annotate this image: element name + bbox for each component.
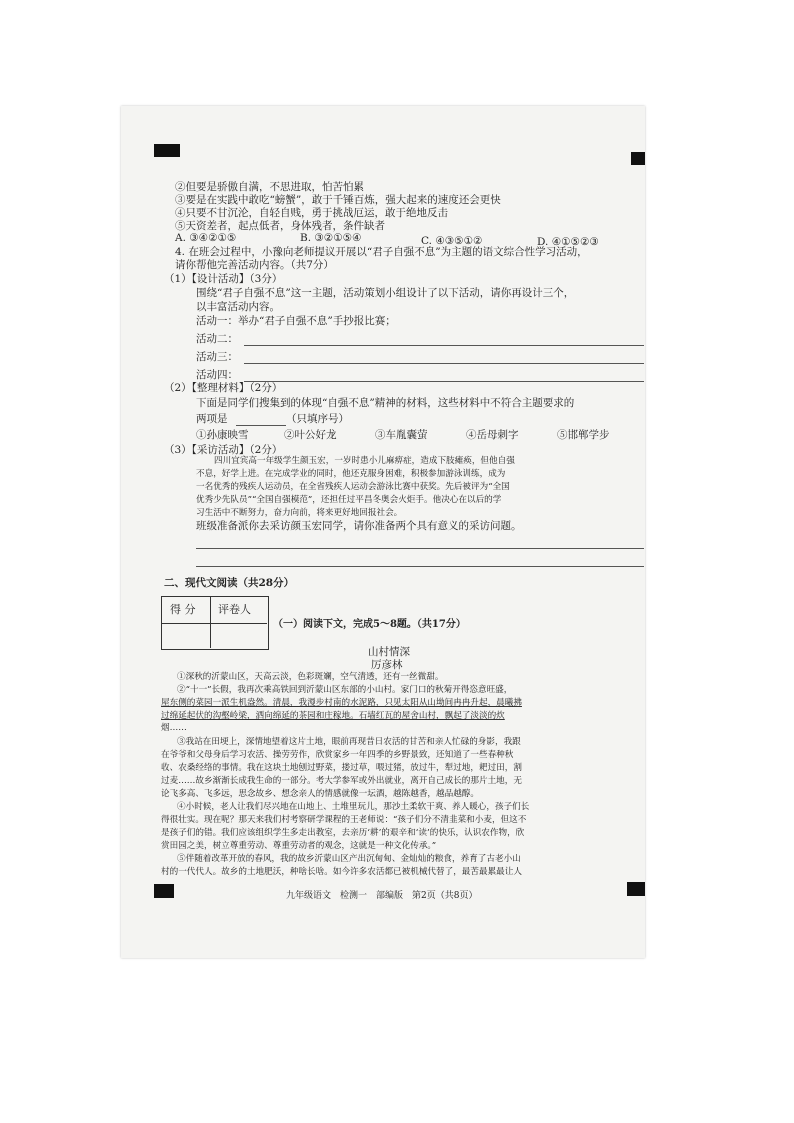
part1-title: （1）【设计活动】（3分） <box>164 273 283 285</box>
paragraph-3-line-4: 过麦……故乡渐渐长成我生命的一部分。考大学参军或外出就业，离开自己成长的那片土地，无 <box>161 776 522 786</box>
part2-line1: 下面是同学们搜集到的体现“自强不息”精神的材料，这些材料中不符合主题要求的 <box>196 397 575 409</box>
paragraph-4-line-3: 是孩子们的错。我们应该组织学生多走出教室，去亲历‘耕’的艰辛和‘读’的快乐，认识农作物，欣 <box>161 828 525 838</box>
material-2: ②叶公好龙 <box>284 429 337 441</box>
activity-4: 活动四： <box>196 369 238 381</box>
reading1-title: （一）阅读下文，完成5～8题。（共17分） <box>273 619 466 630</box>
choice-a: A. ③④②①⑤ <box>175 232 237 244</box>
registration-mark-top-left <box>154 144 180 157</box>
part3-question: 班级准备派你去采访颜玉宏同学，请你准备两个具有意义的采访问题。 <box>196 520 522 532</box>
part2-title: （2）【整理材料】（2分） <box>164 382 283 394</box>
answer-line-interview-2[interactable] <box>196 566 644 567</box>
answer-line-activity-3[interactable] <box>244 363 644 364</box>
activity-2: 活动二： <box>196 333 238 345</box>
material-3: ③车胤囊萤 <box>375 429 428 441</box>
option-4: ④只要不甘沉沦，自轻自贱，勇于挑战厄运，敢于绝地反击 <box>175 207 448 219</box>
paragraph-4-line-4: 赏田园之美，树立尊重劳动、尊重劳动者的观念，这就是一种文化传承。” <box>161 841 437 851</box>
part3-text-line-3: 一名优秀的残疾人运动员，在全省残疾人运动会游泳比赛中获奖。先后被评为“全国 <box>196 482 510 492</box>
choice-c: C. ④③⑤①② <box>421 235 483 247</box>
paragraph-3-line-1: ③我站在田埂上，深情地望着这片土地，眼前再现昔日农活的甘苦和亲人忙碌的身影，我跟 <box>177 737 521 747</box>
paragraph-5-line-2: 村的一代代人。故乡的土地肥沃，种啥长啥。如今许多农活都已被机械代替了，最苦最累最让人 <box>161 867 522 877</box>
exam-page <box>121 106 645 958</box>
q4-intro-line1: 4. 在班会过程中，小豫向老师提议开展以“君子自强不息”为主题的语文综合性学习活动， <box>175 246 588 258</box>
part2-hint: （只填序号） <box>286 413 349 425</box>
article-author: 厉彦林 <box>371 659 403 671</box>
registration-mark-top-right <box>631 152 645 165</box>
part3-text-line-4: 优秀少先队员”“全国自强模范”，还担任过平昌冬奥会火炬手。他决心在以后的学 <box>196 495 502 505</box>
material-5: ⑤邯郸学步 <box>557 429 610 441</box>
score-table <box>161 596 269 650</box>
activity-1: 活动一：举办“君子自强不息”手抄报比赛； <box>196 315 396 327</box>
option-5: ⑤天资差者，起点低者，身体残者，条件缺者 <box>175 220 385 232</box>
paragraph-2-line-2: 屋东侧的菜园一派生机盎然。清晨，我漫步村南的水泥路，只见太阳从山坳间冉冉升起，晨曦拂 <box>161 698 522 708</box>
paragraph-3-line-3: 收、农桑经络的事情。我在这块土地刨过野菜，搂过草，喂过猪，放过牛，犁过地，耙过田，割 <box>161 763 522 773</box>
choice-b: B. ③②①⑤④ <box>300 232 362 244</box>
paragraph-3-line-5: 论飞多高、飞多远，思念故乡、想念亲人的情感就像一坛酒，越陈越香，越品越醇。 <box>161 789 479 799</box>
part3-title: （3）【采访活动】（2分） <box>164 444 283 456</box>
article-title: 山村情深 <box>368 646 410 658</box>
score-label: 得 分 <box>170 603 196 616</box>
option-3: ③要是在实践中敢吃“螃蟹”，敢于千锤百炼，强大起来的速度还会更快 <box>175 194 501 206</box>
paragraph-2-line-3: 过绵延起伏的沟壑岭梁，洒向绵延的茶园和庄稼地。石墙红瓦的屋舍山村，飘起了淡淡的炊 <box>161 711 505 721</box>
q4-intro-line2: 请你帮他完善活动内容。（共7分） <box>175 259 334 271</box>
answer-line-interview-1[interactable] <box>196 548 644 549</box>
registration-mark-bottom-right <box>627 882 645 896</box>
activity-3: 活动三： <box>196 351 238 363</box>
paragraph-4-line-1: ④小时候，老人让我们尽兴地在山地上、土堆里玩儿，那沙土柔软干爽、养人暖心，孩子们长 <box>177 802 530 812</box>
paragraph-4-line-2: 得很壮实。现在呢？那天来我们村考察研学课程的王老师说：“孩子们分不清韭菜和小麦，但这不 <box>161 815 527 825</box>
grader-label: 评卷人 <box>218 603 251 616</box>
paragraph-3-line-2: 在爷爷和父母身后学习农活、操劳劳作，欣赏家乡一年四季的乡野景致，还知道了一些春种秋 <box>161 750 514 760</box>
material-1: ①孙康映雪 <box>196 429 249 441</box>
registration-mark-bottom-left <box>154 884 174 898</box>
paragraph-2-line-4: 烟…… <box>161 723 187 733</box>
part1-line1: 围绕“君子自强不息”这一主题，活动策划小组设计了以下活动，请你再设计三个， <box>196 287 575 299</box>
answer-line-activity-2[interactable] <box>244 345 644 346</box>
part3-text-line-5: 习生活中不断努力，奋力向前，将来更好地回报社会。 <box>196 508 403 518</box>
answer-line-part2[interactable] <box>236 425 286 426</box>
paragraph-1: ①深秋的沂蒙山区，天高云淡，色彩斑斓，空气清透，还有一丝微甜。 <box>177 672 444 682</box>
paragraph-5-line-1: ⑤伴随着改革开放的春风，我的故乡沂蒙山区产出沉甸甸、金灿灿的粮食，养育了古老小山 <box>177 854 521 864</box>
paragraph-2-line-1: ②“十一”长假，我再次乘高铁回到沂蒙山区东部的小山村。家门口的秋菊开得恣意旺盛， <box>177 685 513 695</box>
choice-d: D. ④①⑤②③ <box>537 236 599 248</box>
part2-line2: 两项是 <box>196 413 228 425</box>
part3-text-line-1: 四川宜宾高一年级学生颜玉宏，一岁时患小儿麻痹症，造成下肢瘫痪，但他自强 <box>214 456 515 466</box>
section2-title: 二、现代文阅读（共28分） <box>164 577 295 589</box>
part3-text-line-2: 不息，好学上进。在完成学业的同时，他还克服身困难，积极参加游泳训练，成为 <box>196 469 506 479</box>
material-4: ④岳母刺字 <box>466 429 519 441</box>
option-2: ②但要是骄傲自满，不思进取，怕苦怕累 <box>175 181 364 193</box>
answer-line-activity-4[interactable] <box>244 381 644 382</box>
page-footer: 九年级语文 检测一 部编版 第2页（共8页） <box>286 891 478 901</box>
part1-line2: 以丰富活动内容。 <box>196 301 280 313</box>
